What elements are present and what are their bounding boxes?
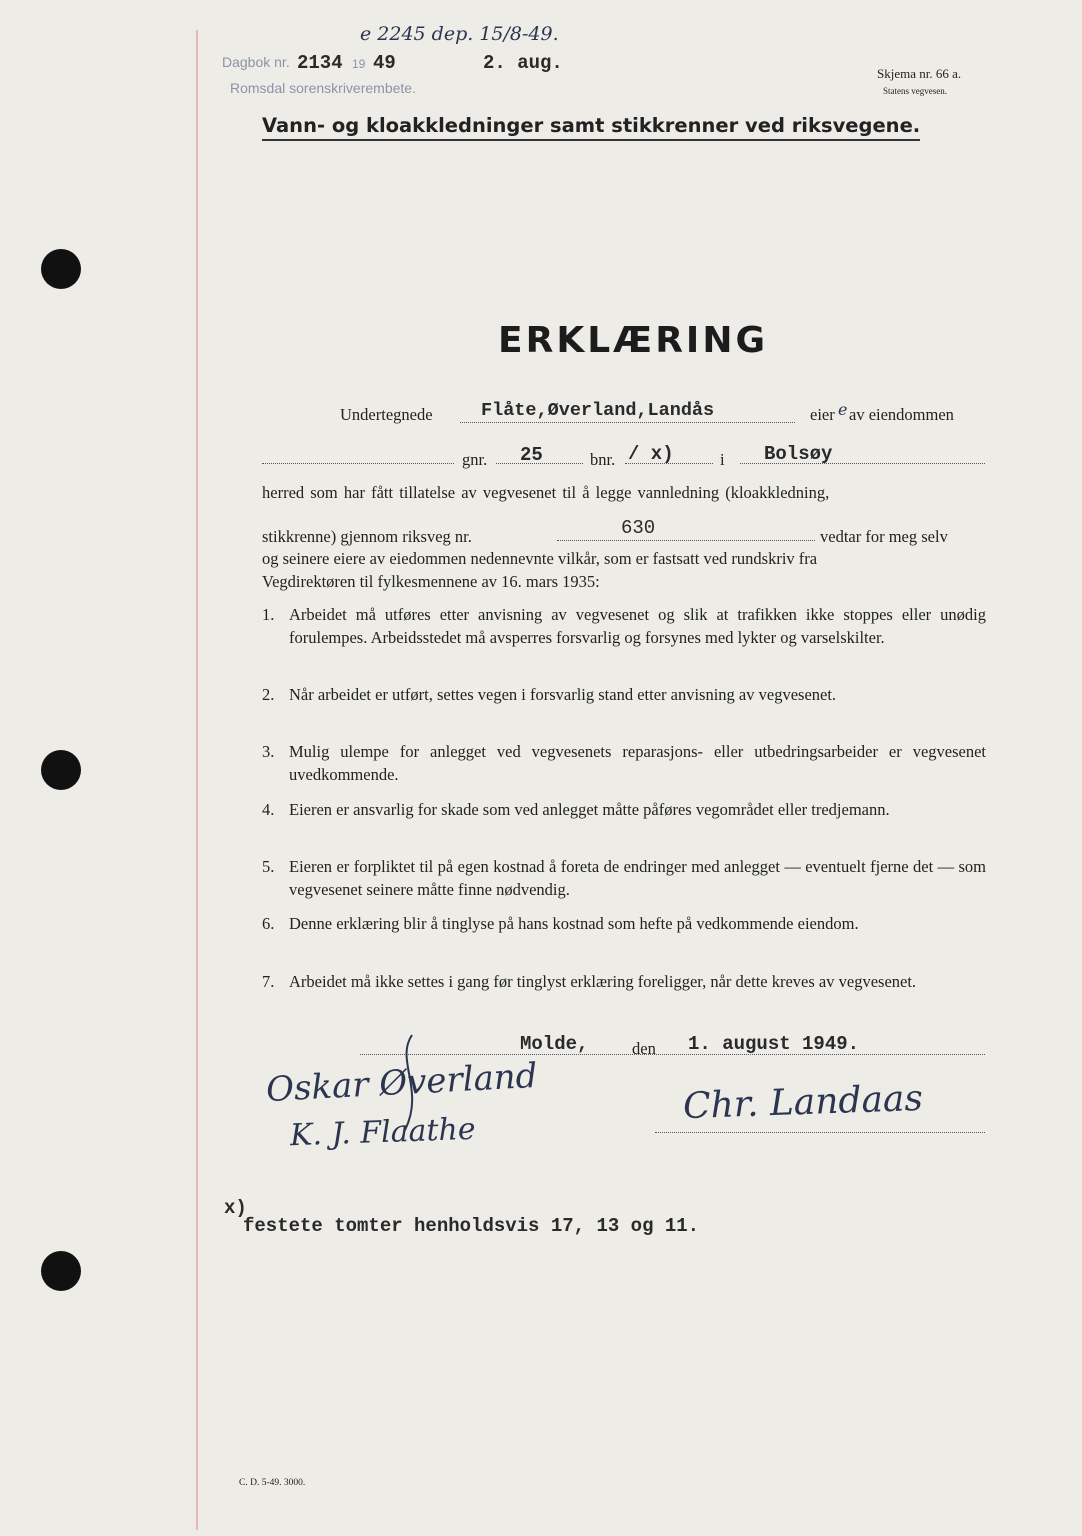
footnote-text: festete tomter henholdsvis 17, 13 og 11.: [243, 1215, 700, 1237]
punch-hole: [41, 1251, 81, 1291]
gnr-value: 25: [520, 444, 543, 466]
handwritten-reference: e 2245 dep. 15/8-49.: [360, 23, 559, 45]
signing-place: Molde,: [520, 1033, 589, 1055]
item-number: 2.: [262, 685, 275, 704]
margin-rule: [196, 30, 198, 1530]
item-text: Mulig ulempe for anlegget ved vegvesenets reparasjons- eller utbedringsarbeider er vegvesenet uvedkommende.: [289, 742, 986, 784]
signature-1: Oskar Øverland: [265, 1055, 539, 1111]
gnr-label: gnr.: [462, 450, 488, 469]
owner-suffix: e: [838, 400, 848, 419]
municipality-value: Bolsøy: [764, 443, 833, 465]
punch-hole: [41, 249, 81, 289]
signing-date: 1. august 1949.: [688, 1033, 860, 1055]
item-number: 3.: [262, 742, 275, 761]
item-number: 4.: [262, 800, 275, 819]
owner-tail: av eiendommen: [849, 405, 954, 424]
item-text: Arbeidet må utføres etter anvisning av vegvesenet og slik at trafikken ikke stoppes eller unødig forulempes. Arbeidsstedet må avsperres forsvarlig og forsynes med lykter og varselskilter.: [289, 605, 986, 647]
item-text: Eieren er forpliktet til på egen kostnad å foreta de endringer med anlegget — eventuelt fjerne det — som vegvesenet seinere måtte finne nødvendig.: [289, 857, 986, 899]
signature-3: Chr. Landaas: [682, 1077, 924, 1128]
item-text: Arbeidet må ikke settes i gang før tinglyst erklæring foreligger, når dette kreves av vegvesenet.: [289, 972, 917, 991]
fill-line: [460, 422, 795, 423]
riksveg-number: 630: [621, 517, 656, 539]
fill-line: [557, 540, 815, 541]
seinere-line: og seinere eiere av eiedommen nedennevnte vilkår, som er fastsatt ved rundskriv fra: [262, 549, 818, 568]
item-text: Denne erklæring blir å tinglyse på hans kostnad som hefte på vedkommende eiendom.: [289, 914, 859, 933]
form-label: Skjema nr. 66 a.: [877, 66, 962, 81]
fill-line: [360, 1054, 985, 1055]
item-text: Når arbeidet er utført, settes vegen i forsvarlig stand etter anvisning av vegvesenet.: [289, 685, 837, 704]
riksveg-suffix: vedtar for meg selv: [820, 527, 948, 546]
fill-line: [655, 1132, 985, 1133]
undersigned-names: Flåte,Øverland,Landås: [481, 400, 715, 421]
vegdirektoren-line: Vegdirektøren til fylkesmennene av 16. mars 1935:: [262, 572, 600, 591]
item-number: 6.: [262, 914, 275, 933]
stamp-office: Romsdal sorenskriverembete.: [230, 80, 416, 96]
stamp-date: 2. aug.: [483, 52, 563, 74]
item-text: Eieren er ansvarlig for skade som ved anlegget måtte påføres vegområdet eller tredjemann.: [289, 800, 890, 819]
form-issuer: Statens vegvesen.: [883, 86, 947, 96]
bnr-value: / x): [628, 443, 674, 465]
punch-hole: [41, 750, 81, 790]
document-heading: ERKLÆRING: [498, 320, 768, 361]
document-banner-title: Vann- og kloakkledninger samt stikkrenner ved riksvegene.: [262, 114, 920, 141]
item-number: 1.: [262, 605, 275, 624]
undertegnede-label: Undertegnede: [340, 405, 433, 424]
item-number: 7.: [262, 972, 275, 991]
fill-line: [262, 463, 454, 464]
footnote-marker: x): [224, 1197, 247, 1219]
owner-prefix: eier: [810, 405, 835, 424]
den-label: den: [632, 1039, 656, 1058]
stamp-year-prefix: 19: [352, 57, 366, 71]
i-label: i: [720, 450, 725, 469]
stamp-label: Dagbok nr.: [222, 54, 290, 70]
print-code: C. D. 5-49. 3000.: [239, 1478, 306, 1488]
signature-2: K. J. Flaathe: [289, 1111, 477, 1154]
stamp-number: 2134: [297, 52, 343, 74]
stamp-year: 49: [373, 52, 396, 74]
item-number: 5.: [262, 857, 275, 876]
herred-line: herred som har fått tillatelse av vegvesenet til å legge vannledning (kloakkledning,: [262, 483, 830, 502]
riksveg-prefix: stikkrenne) gjennom riksveg nr.: [262, 527, 472, 546]
bnr-label: bnr.: [590, 450, 616, 469]
